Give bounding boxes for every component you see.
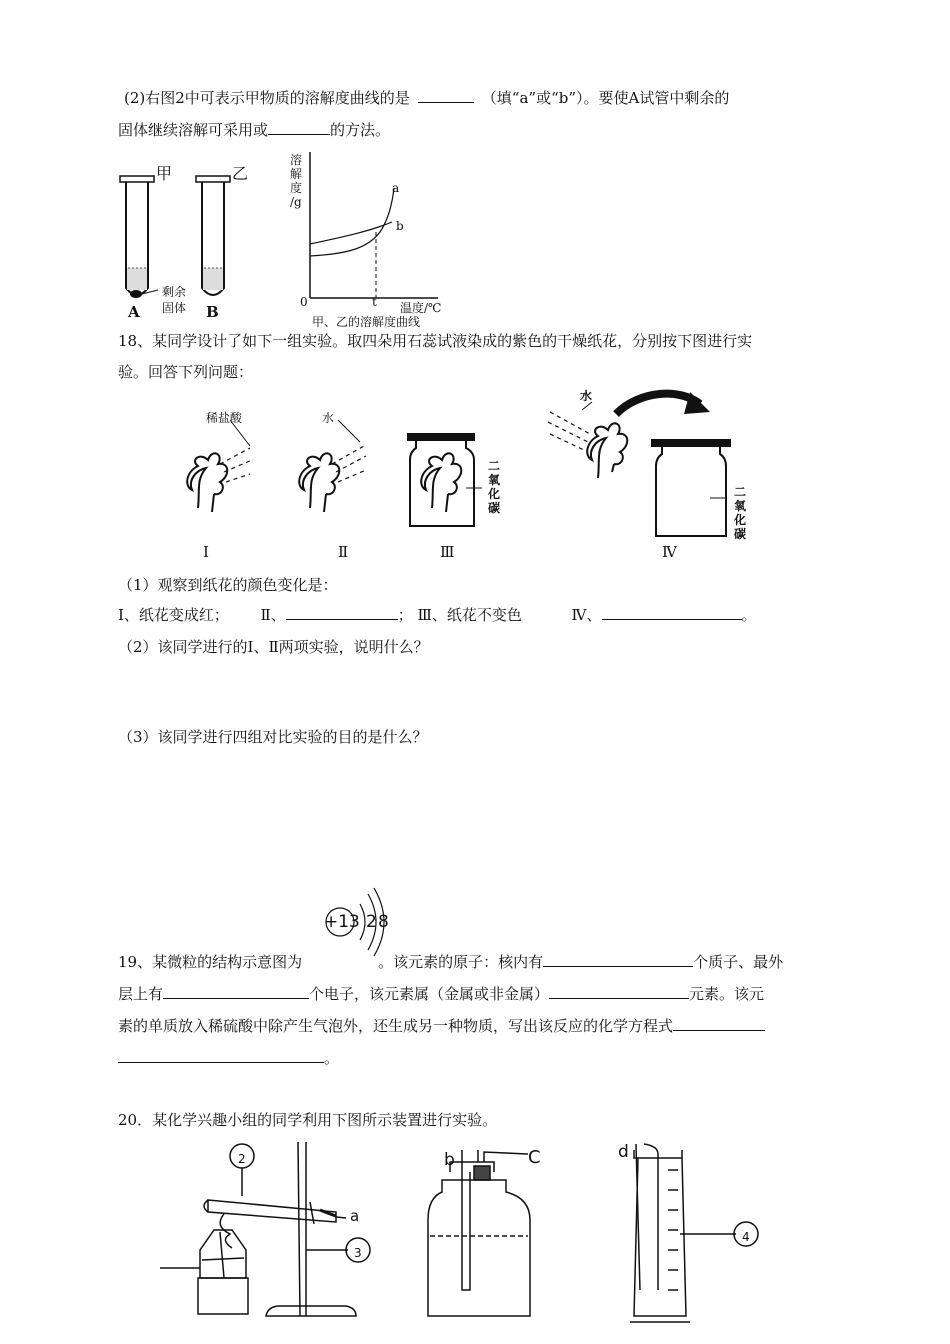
roman-1: Ⅰ: [203, 543, 209, 561]
label-water-1: 水: [322, 411, 335, 425]
apparatus-figure: [160, 1140, 800, 1330]
graph-curve-a-label: a: [392, 181, 400, 195]
tube-b-letter: B: [206, 303, 219, 321]
answer-blank-equation-cont[interactable]: [118, 1048, 324, 1063]
tube-a-letter: A: [128, 303, 140, 321]
label-co2-4-3: 碳: [734, 527, 747, 541]
answer-blank-equation[interactable]: [673, 1016, 765, 1031]
residue-label-1: 剩余: [162, 285, 187, 299]
apparatus-label-3: 3: [354, 1246, 362, 1260]
q18-p2: （2）该同学进行的Ⅰ、Ⅱ两项实验，说明什么？: [118, 638, 429, 656]
atom-nucleus: +13: [324, 912, 360, 932]
q19-line2: 层上有 个电子，该元素属（金属或非金属） 元素。该元: [118, 985, 765, 1003]
q19-line1: 19、某微粒的结构示意图为 。该元素的原子：核内有 个质子、最外: [118, 953, 784, 971]
q18-intro-1: 18、某同学设计了如下一组实验。取四朵用石蕊试液染成的紫色的干燥纸花，分别按下图进行实: [118, 332, 753, 350]
q18-p1-answers: Ⅰ、纸花变成红； Ⅱ、 ； Ⅲ、纸花不变色 Ⅳ、 。: [118, 606, 757, 624]
apparatus-label-4: 4: [742, 1230, 750, 1244]
flower-2: [299, 453, 339, 512]
answer-blank-curve[interactable]: [418, 88, 474, 103]
apparatus-label-d: d: [618, 1142, 629, 1162]
graph-ylabel-3: 度: [290, 181, 303, 195]
tube-a-title: 甲: [156, 164, 173, 183]
atom-shell-2: 8: [378, 912, 389, 932]
jar-4: [652, 440, 730, 536]
jar-3: [408, 434, 474, 526]
answer-blank-protons[interactable]: [543, 952, 693, 967]
roman-4: Ⅳ: [662, 543, 677, 561]
answer-blank-iv[interactable]: [602, 605, 742, 620]
graph-curve-b-label: b: [396, 219, 404, 233]
label-co2-4-2: 化: [734, 513, 747, 527]
label-dilute-hcl: 稀盐酸: [206, 411, 243, 425]
graph-ylabel-4: /g: [290, 195, 302, 209]
solubility-graph: [288, 148, 448, 318]
label-co2-4-0: 二: [734, 485, 747, 499]
curve-a: [310, 188, 394, 256]
q18-p3: （3）该同学进行四组对比实验的目的是什么？: [118, 728, 428, 746]
graph-origin: 0: [300, 295, 308, 309]
q17-line2: 固体继续溶解可采用或 的方法。: [118, 121, 391, 139]
label-water-2: 水: [580, 389, 593, 403]
label-co2-3-3: 碳: [488, 501, 501, 515]
q18-p1: （1）观察到纸花的颜色变化是：: [118, 576, 338, 594]
label-co2-4-1: 氧: [734, 499, 747, 513]
answer-blank-method[interactable]: [268, 120, 330, 135]
answer-blank-electrons[interactable]: [163, 984, 309, 999]
q19-line4: 。: [118, 1048, 339, 1068]
roman-2: Ⅱ: [338, 543, 349, 561]
label-co2-3-0: 二: [488, 459, 501, 473]
graph-ylabel-1: 溶: [290, 153, 303, 167]
q17-line1: (2)右图2中可表示甲物质的溶解度曲线的是 （填“a”或“b”）。要使A试管中剩余的: [124, 89, 730, 107]
apparatus-label-c: C: [528, 1147, 541, 1168]
answer-blank-ii[interactable]: [286, 605, 398, 620]
answer-blank-element-type[interactable]: [549, 984, 689, 999]
q18-intro-2: 验。回答下列问题：: [118, 363, 254, 381]
graph-t-label: t: [372, 295, 377, 309]
label-co2-3-1: 氧: [488, 473, 501, 487]
atom-shell-1: 2: [366, 912, 377, 932]
residue-label-2: 固体: [162, 301, 187, 315]
graph-caption: 甲、乙的溶解度曲线: [312, 315, 421, 329]
q20-intro: 20．某化学兴趣小组的同学利用下图所示装置进行实验。: [118, 1111, 498, 1129]
apparatus-label-2: 2: [238, 1152, 246, 1166]
apparatus-label-b: b: [444, 1150, 455, 1170]
flower-1: [187, 453, 227, 512]
apparatus-label-a: a: [350, 1207, 360, 1225]
graph-ylabel-2: 解: [290, 167, 303, 181]
roman-3: Ⅲ: [440, 543, 455, 561]
q19-line3: 素的单质放入稀硫酸中除产生气泡外，还生成另一种物质，写出该反应的化学方程式: [118, 1016, 765, 1036]
graph-xlabel: 温度/℃: [400, 301, 442, 315]
tube-b-title: 乙: [232, 164, 249, 183]
label-co2-3-2: 化: [488, 487, 501, 501]
flower-4: [587, 423, 627, 478]
